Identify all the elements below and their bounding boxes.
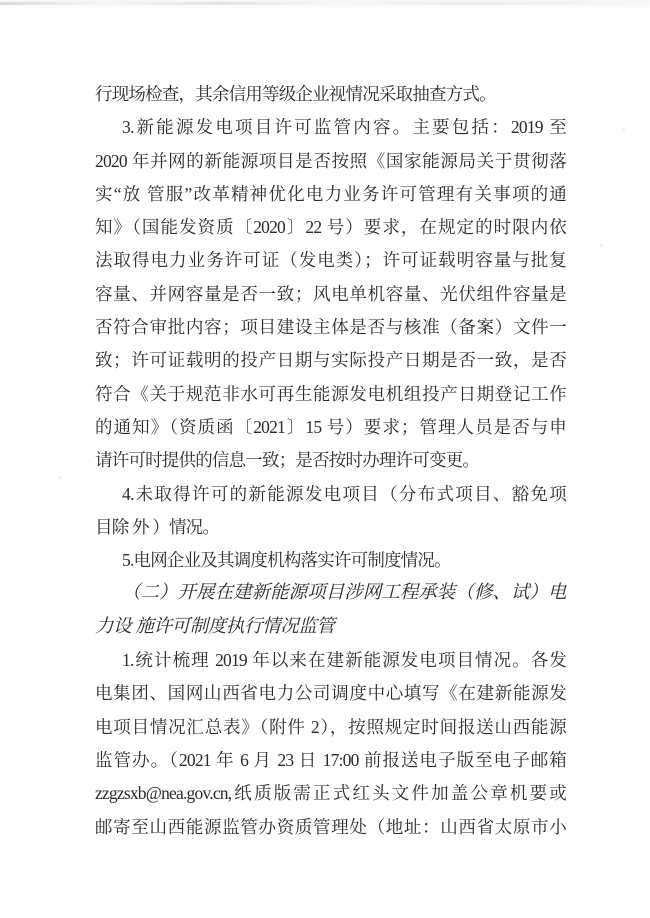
text-line: 行现场检查，其余信用等级企业视情况采取抽查方式。 xyxy=(95,84,496,104)
scan-edge-artifact xyxy=(0,2,650,5)
text-line: 请许可时提供的信息一致；是否按时办理许可变更。 xyxy=(95,450,480,471)
text-line: （二）开展在建新能源项目涉网工程承装（修、试）电 xyxy=(122,583,566,604)
text-line: 的通知》（资质函〔2021〕15 号）要求；管理人员是否与申 xyxy=(95,416,566,437)
scan-speck xyxy=(622,128,625,131)
text-line: zzgzsxb@nea.gov.cn,纸质版需正式红头文件加盖公章机要或 xyxy=(95,783,566,804)
scan-speck xyxy=(600,244,603,247)
text-line: 致；许可证载明的投产日期与实际投产日期是否一致，是否 xyxy=(95,350,566,371)
text-line: 4.未取得许可的新能源发电项目（分布式项目、豁免项 xyxy=(122,483,566,504)
text-line: 1.统计梳理 2019 年以来在建新能源发电项目情况。各发 xyxy=(122,650,566,671)
text-line: 力设 施许可制度执行情况监管 xyxy=(95,616,335,637)
document-text xyxy=(95,78,566,844)
text-line: 邮寄至山西能源监管办资质管理处（地址：山西省太原市小 xyxy=(95,816,566,837)
text-line: 5.电网企业及其调度机构落实许可制度情况。 xyxy=(122,550,451,571)
text-line: 知》（国能发资质〔2020〕22 号）要求，在规定的时限内依 xyxy=(95,217,566,238)
text-line: 电项目情况汇总表》（附件 2），按照规定时间报送山西能源 xyxy=(95,716,566,737)
text-line: 容量、并网容量是否一致；风电单机容量、光伏组件容量是 xyxy=(95,283,566,304)
text-line: 实“放 管服”改革精神优化电力业务许可管理有关事项的通 xyxy=(95,183,566,204)
text-line: 符合《关于规范非水可再生能源发电机组投产日期登记工作 xyxy=(95,383,566,404)
text-line: 法取得电力业务许可证（发电类）；许可证载明容量与批复 xyxy=(95,250,566,271)
text-line: 监管办。（2021 年 6 月 23 日 17:00 前报送电子版至电子邮箱 xyxy=(95,749,566,770)
text-line: 否符合审批内容；项目建设主体是否与核准（备案）文件一 xyxy=(95,317,566,338)
text-line: 电集团、国网山西省电力公司调度中心填写《在建新能源发 xyxy=(95,683,566,704)
scan-speck xyxy=(58,476,61,479)
text-line: 2020 年并网的新能源项目是否按照《国家能源局关于贯彻落 xyxy=(95,150,566,171)
text-line: 目除 外 ）情况。 xyxy=(95,516,220,537)
text-line: 3.新能源发电项目许可监管内容。主要包括：2019 至 xyxy=(122,117,566,138)
